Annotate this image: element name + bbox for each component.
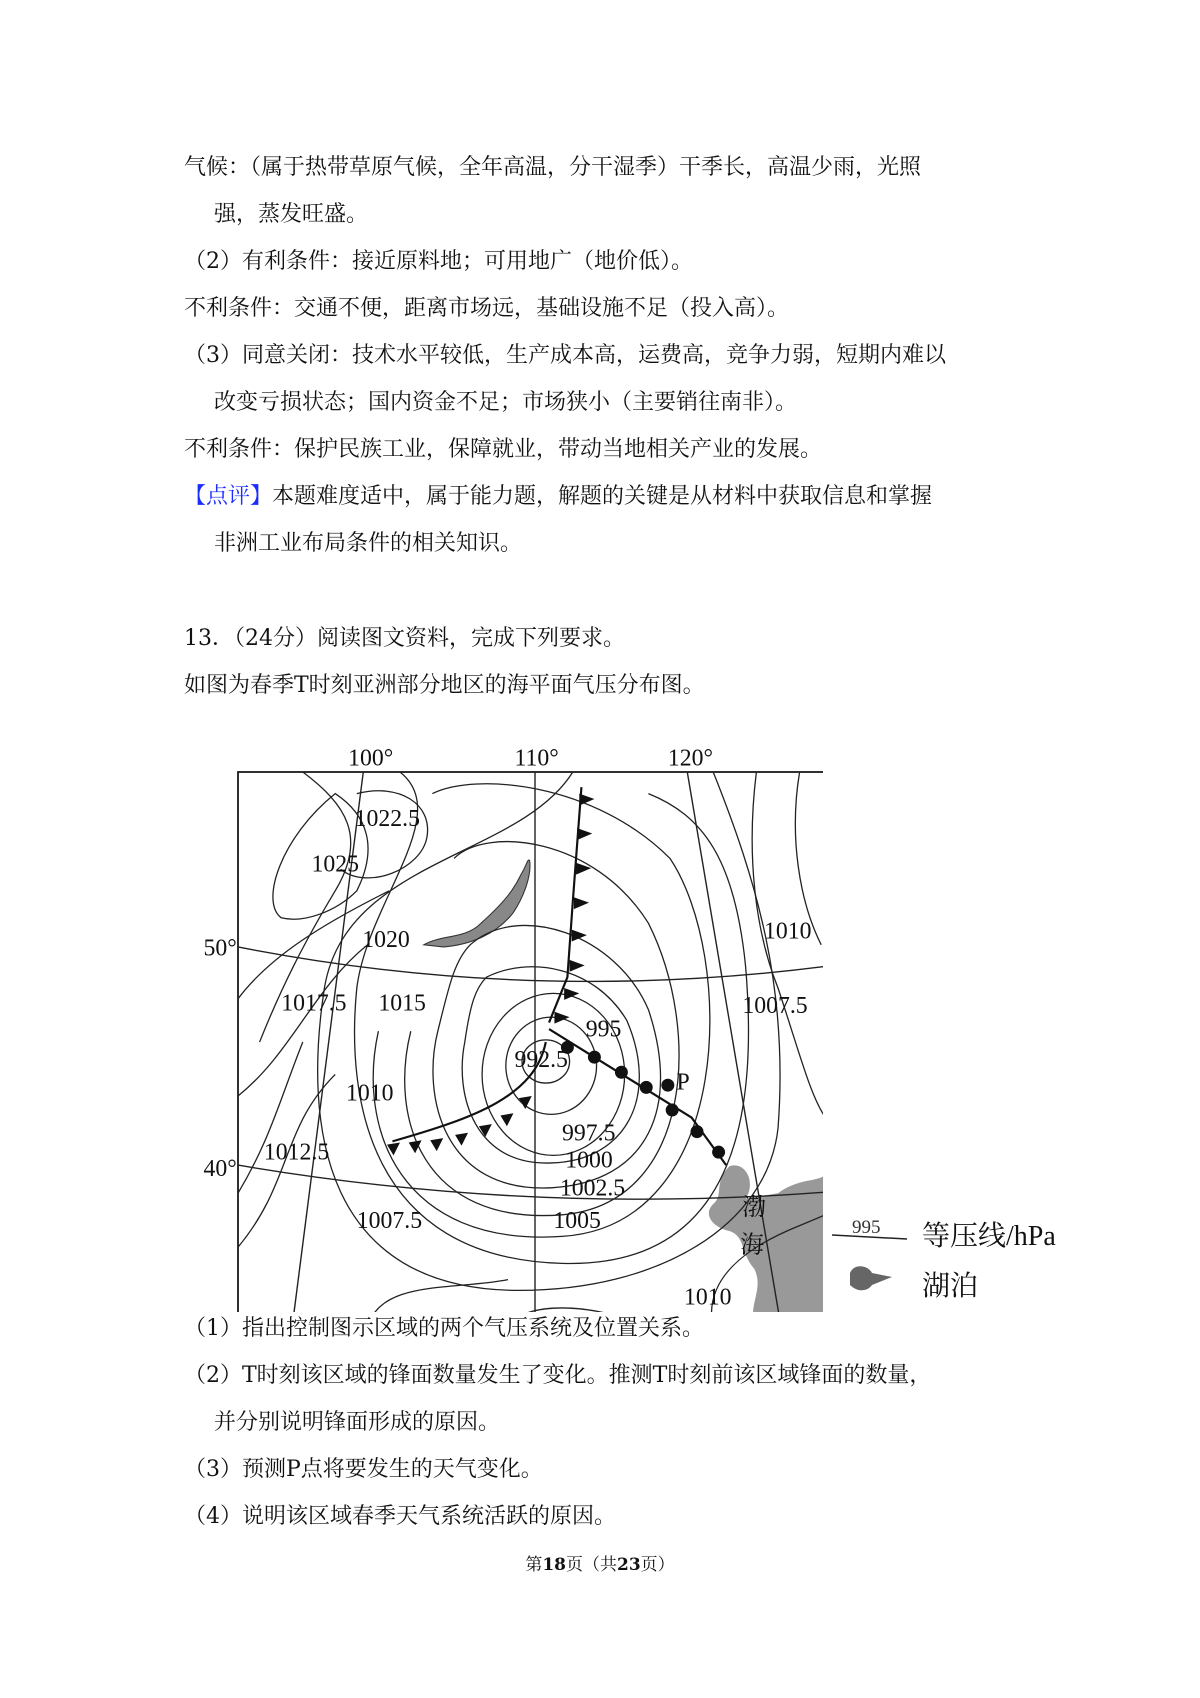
question-item: 并分别说明锋面形成的原因。	[214, 1410, 501, 1435]
question-item: （2）T时刻该区域的锋面数量发生了变化。推测T时刻前该区域锋面的数量，	[184, 1363, 932, 1388]
lon-label: 100°	[348, 745, 394, 772]
isobar-label: 1010	[684, 1284, 732, 1311]
lon-label: 120°	[667, 745, 713, 772]
text-line: 强，蒸发旺盛。	[214, 202, 369, 227]
question-intro: 如图为春季T时刻亚洲部分地区的海平面气压分布图。	[184, 673, 705, 698]
legend-isobar-sample: 995	[852, 1217, 881, 1238]
text-line: 不利条件：保护民族工业，保障就业，带动当地相关产业的发展。	[184, 437, 823, 462]
point-p-label: P	[676, 1069, 690, 1096]
isobar-label: 1000	[565, 1147, 613, 1174]
legend-lake: 湖泊	[922, 1271, 979, 1302]
text-line: （3）同意关闭：技术水平较低，生产成本高，运费高，竞争力弱，短期内难以	[184, 343, 946, 368]
text-line: （2）有利条件：接近原料地；可用地广（地价低）。	[184, 249, 693, 274]
total-pages: 23	[617, 1555, 641, 1575]
isobar-label: 1005	[553, 1207, 601, 1234]
isobar-label: 1012.5	[263, 1139, 330, 1166]
sea-label: 渤	[742, 1194, 767, 1221]
comment-text: 本题难度适中，属于能力题，解题的关键是从材料中获取信息和掌握	[272, 484, 933, 509]
text-line: 改变亏损状态；国内资金不足；市场狭小（主要销往南非）。	[214, 390, 798, 415]
page-footer: 第18页（共23页）	[525, 1555, 675, 1575]
lon-label: 110°	[514, 745, 559, 772]
parallel-50	[238, 947, 823, 981]
isobar-label: 997.5	[562, 1120, 616, 1147]
isobar-label: 1007.5	[356, 1207, 423, 1234]
comment-line-2: 非洲工业布局条件的相关知识。	[214, 531, 523, 556]
comment-tag: 【点评】	[184, 484, 273, 509]
cold-front-north	[549, 787, 594, 1024]
isobar-label: 1015	[378, 990, 426, 1017]
isobar-label: 1010	[763, 918, 812, 945]
page-number: 18	[542, 1555, 566, 1575]
isobar-label: 1010	[346, 1080, 394, 1107]
lake-legend-icon	[850, 1266, 892, 1290]
lake-baikal	[424, 860, 530, 947]
isobar-label: 1007.5	[742, 992, 808, 1019]
comment-line	[184, 484, 932, 510]
text-line: 气候：（属于热带草原气候，全年高温，分干湿季）干季长，高温少雨，光照	[184, 155, 922, 180]
isobar-label: 1022.5	[354, 806, 420, 832]
lat-label: 50°	[203, 935, 237, 962]
isobar-label: 995	[585, 1016, 622, 1043]
isobar-label: 1025	[311, 851, 359, 878]
lat-label: 40°	[203, 1155, 237, 1182]
question-item: （1）指出控制图示区域的两个气压系统及位置关系。	[184, 1316, 704, 1341]
question-title: 13．（24分）阅读图文资料，完成下列要求。	[184, 626, 625, 651]
question-item: （4）说明该区域春季天气系统活跃的原因。	[184, 1504, 616, 1529]
legend-isobar: 等压线/hPa	[922, 1221, 1056, 1252]
text-line: 不利条件：交通不便，距离市场远，基础设施不足（投入高）。	[184, 296, 790, 321]
isobar-label: 1020	[362, 926, 410, 953]
pressure-map	[183, 712, 823, 1312]
question-item: （3）预测P点将要发生的天气变化。	[184, 1457, 543, 1482]
isobar-label: 1017.5	[281, 990, 347, 1017]
isobar-label: 1002.5	[559, 1175, 626, 1202]
isobar-label: 992.5	[514, 1046, 568, 1073]
legend-symbols	[832, 1215, 912, 1295]
sea-label: 海	[740, 1232, 764, 1259]
